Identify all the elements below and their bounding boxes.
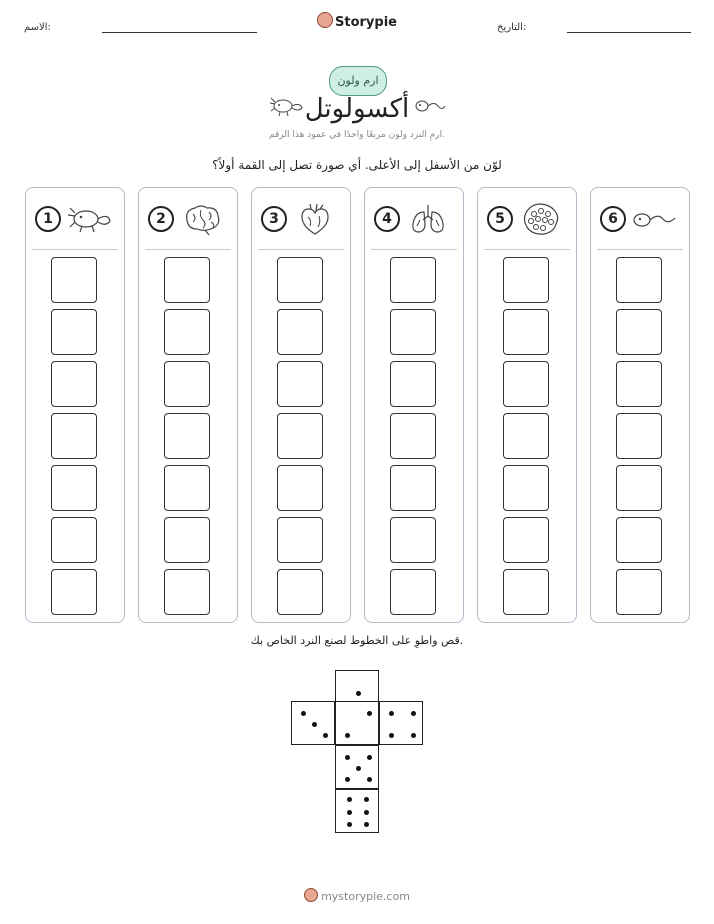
column-3 [251,187,351,623]
column-number: 6 [600,206,626,232]
column-divider [484,249,570,250]
dice-pip [364,822,369,827]
instruction: لوّن من الأسفل إلى الأعلى. أي صورة تصل إلى القمة أولاً؟ [212,158,502,172]
column-divider [145,249,231,250]
color-square[interactable] [164,465,210,511]
name-line[interactable] [102,32,257,33]
dice-pip [364,810,369,815]
color-square[interactable] [277,361,323,407]
color-square[interactable] [503,309,549,355]
bear-icon [304,888,318,902]
dice-pip [312,722,317,727]
axolotl-icon [66,202,112,236]
color-square[interactable] [390,517,436,563]
heart-icon [292,202,338,236]
color-square[interactable] [616,517,662,563]
dice-face [335,745,379,789]
footer-url: mystorypie.com [321,890,410,903]
dice-pip [347,822,352,827]
dice-pip [411,733,416,738]
dice-pip [347,810,352,815]
color-square[interactable] [503,517,549,563]
color-square[interactable] [390,465,436,511]
page-title: أكسولوتل [304,94,410,124]
column-5 [477,187,577,623]
color-square[interactable] [277,569,323,615]
color-square[interactable] [164,361,210,407]
dice-pip [367,777,372,782]
color-square[interactable] [616,257,662,303]
dice-pip [347,797,352,802]
color-square[interactable] [51,569,97,615]
color-square[interactable] [164,517,210,563]
column-divider [258,249,344,250]
color-square[interactable] [503,257,549,303]
name-label: الاسم: [24,22,51,33]
color-square[interactable] [164,413,210,459]
color-square[interactable] [503,361,549,407]
color-square[interactable] [164,569,210,615]
tadpole-icon [631,202,677,236]
color-square[interactable] [277,413,323,459]
color-square[interactable] [616,361,662,407]
subtitle: ارمِ النرد ولون مربعًا واحدًا في عمود هذا الرقم. [269,130,445,140]
lungs-icon [405,202,451,236]
dice-pip [356,766,361,771]
dice-face [335,789,379,833]
column-number: 3 [261,206,287,232]
color-square[interactable] [616,413,662,459]
game-badge: ارم ولون [329,66,387,96]
cut-instruction: قص واطوِ على الخطوط لصنع النرد الخاص بك. [250,634,464,647]
column-number: 1 [35,206,61,232]
color-square[interactable] [616,309,662,355]
color-square[interactable] [390,569,436,615]
column-2 [138,187,238,623]
color-square[interactable] [277,517,323,563]
column-4 [364,187,464,623]
color-square[interactable] [164,257,210,303]
dice-pip [367,755,372,760]
date-line[interactable] [567,32,691,33]
color-square[interactable] [51,361,97,407]
column-number: 4 [374,206,400,232]
column-1 [25,187,125,623]
dice-pip [345,755,350,760]
egg-cluster-icon [518,202,564,236]
color-square[interactable] [51,413,97,459]
color-square[interactable] [503,413,549,459]
dice-pip [411,711,416,716]
dice-pip [389,711,394,716]
color-square[interactable] [164,309,210,355]
column-6 [590,187,690,623]
color-square[interactable] [616,465,662,511]
dice-pip [367,711,372,716]
column-divider [32,249,118,250]
color-square[interactable] [390,257,436,303]
dice-pip [301,711,306,716]
color-square[interactable] [503,569,549,615]
footer [0,888,714,903]
dice-face [379,701,423,745]
column-divider [597,249,683,250]
date-label: التاريخ: [497,22,527,33]
dice-pip [323,733,328,738]
color-square[interactable] [51,309,97,355]
bear-icon [317,12,333,28]
dice-pip [356,691,361,696]
color-square[interactable] [277,465,323,511]
color-square[interactable] [277,309,323,355]
color-square[interactable] [616,569,662,615]
color-square[interactable] [51,517,97,563]
dice-pip [389,733,394,738]
dice-face [335,701,379,745]
dice-face [291,701,335,745]
dice-pip [345,733,350,738]
tadpole-icon [414,96,446,116]
color-square[interactable] [51,465,97,511]
color-square[interactable] [390,413,436,459]
brand-logo [0,12,714,30]
dice-pip [345,777,350,782]
column-number: 5 [487,206,513,232]
color-square[interactable] [390,309,436,355]
brand-name: Storypie [335,15,397,30]
dice-pip [364,797,369,802]
brain-icon [179,202,225,236]
color-square[interactable] [390,361,436,407]
color-square[interactable] [51,257,97,303]
column-divider [371,249,457,250]
color-square[interactable] [503,465,549,511]
column-number: 2 [148,206,174,232]
color-square[interactable] [277,257,323,303]
